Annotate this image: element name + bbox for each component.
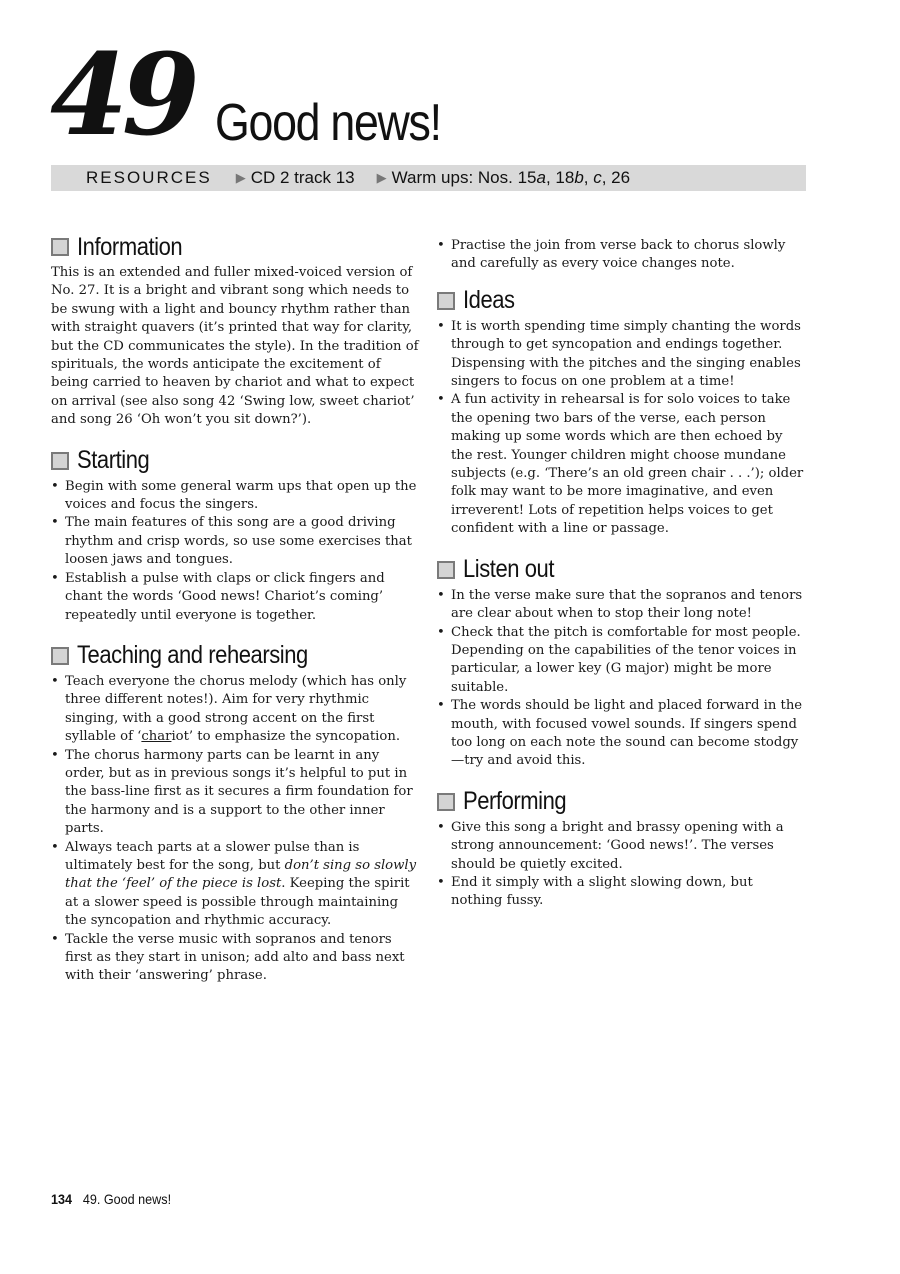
section-title: Teaching and rehearsing	[77, 641, 308, 670]
list-item: • Practise the join from verse back to chorus slowly and carefully as every voice changes note.	[437, 237, 807, 274]
right-column	[437, 232, 807, 927]
checkbox-square-icon	[437, 793, 455, 811]
information-text: This is an extended and fuller mixed-voiced version of No. 27. It is a bright and vibrant song which needs to be swung with a light and bouncy rhythm rather than with straight quavers (it’s printed that way for clarity, but the CD communicates the style). In the tradition of spirituals, the words anticipate the excitement of being carried to heaven by chariot and what to expect on arrival (see also song 42 ‘Swing low, sweet chariot’ and song 26 ‘Oh won’t you sit down?’).	[51, 265, 419, 428]
checkbox-square-icon	[437, 292, 455, 310]
teaching-list	[51, 673, 421, 986]
section-information	[51, 232, 421, 430]
teaching-list-continued	[437, 237, 807, 274]
performing-list	[437, 819, 807, 911]
section-ideas	[437, 286, 807, 539]
section-heading	[437, 555, 807, 585]
left-column	[51, 232, 421, 1002]
section-title: Information	[77, 232, 183, 261]
section-heading	[51, 446, 421, 476]
list-item: • Teach everyone the chorus melody (which has only three different notes!). Aim for very rhythmic singing, with a good strong accent on the first syllable of ‘chariot’ to emphasize the syncopation.	[51, 673, 421, 747]
section-heading	[51, 232, 421, 262]
section-title: Starting	[77, 446, 150, 475]
section-teaching-continued	[437, 237, 807, 274]
warm-ups-label: Warm ups: Nos. 15a, 18b, c, 26	[391, 168, 631, 187]
list-item: • Begin with some general warm ups that open up the voices and focus the singers.	[51, 478, 421, 515]
section-title: Listen out	[463, 555, 555, 584]
song-number: 49	[50, 30, 194, 161]
list-item: • It is worth spending time simply chanting the words through to get syncopation and endings together. Dispensing with the pitches and the singing enables singers to focus on one problem at a time!	[437, 318, 807, 392]
list-item: • Tackle the verse music with sopranos and tenors first as they start in unison; add alto and bass next with their ‘answering’ phrase.	[51, 931, 421, 986]
play-arrow-icon: ▶	[235, 170, 246, 185]
section-title: Performing	[463, 787, 567, 816]
footer-running-title: 49. Good news!	[82, 1191, 172, 1207]
listen-out-list	[437, 587, 807, 771]
list-item: • A fun activity in rehearsal is for solo voices to take the opening two bars of the verse, each person making up some words which are then echoed by the rest. Younger children might choose mundane subjects (e.g. ‘There’s an old green chair . . .’); older folk may want to be more imaginative, and even irreverent! Lots of repetition helps voices to get confident with a line or passage.	[437, 391, 807, 538]
resources-label: RESOURCES	[86, 168, 212, 187]
ideas-list	[437, 318, 807, 539]
section-heading	[437, 787, 807, 817]
page-footer	[51, 1191, 171, 1207]
section-starting	[51, 446, 421, 625]
list-item: • Give this song a bright and brassy opening with a strong announcement: ‘Good news!’. The verses should be quietly excited.	[437, 819, 807, 874]
section-heading	[437, 286, 807, 316]
list-item: • Establish a pulse with claps or click fingers and chant the words ‘Good news! Chariot’s coming’ repeatedly until everyone is together.	[51, 570, 421, 625]
checkbox-square-icon	[51, 238, 69, 256]
list-item: • The words should be light and placed forward in the mouth, with focused vowel sounds. If singers spend too long on each note the sound can become stodgy—try and avoid this.	[437, 697, 807, 771]
checkbox-square-icon	[51, 647, 69, 665]
checkbox-square-icon	[437, 561, 455, 579]
list-item: • The main features of this song are a good driving rhythm and crisp words, so use some exercises that loosen jaws and tongues.	[51, 514, 421, 569]
list-item: • Always teach parts at a slower pulse than is ultimately best for the song, but don’t sing so slowly that the ‘feel’ of the piece is lost. Keeping the spirit at a slower speed is possible through maintaining the syncopation and rhythmic accuracy.	[51, 839, 421, 931]
section-heading	[51, 641, 421, 671]
warm-ups	[377, 168, 630, 188]
resources-bar	[51, 165, 806, 191]
cd-track-label: CD 2 track 13	[250, 168, 355, 187]
list-item: • In the verse make sure that the sopranos and tenors are clear about when to stop their long note!	[437, 587, 807, 624]
list-item: • End it simply with a slight slowing down, but nothing fussy.	[437, 874, 807, 911]
play-arrow-icon: ▶	[376, 170, 387, 185]
section-teaching	[51, 641, 421, 986]
list-item: • The chorus harmony parts can be learnt in any order, but as in previous songs it’s helpful to put in the bass-line first as it secures a firm foundation for the harmony and is a support to the other inner parts.	[51, 747, 421, 839]
page-title: Good news!	[215, 94, 441, 152]
starting-list	[51, 478, 421, 625]
footer-page-number: 134	[51, 1191, 73, 1207]
list-item: • Check that the pitch is comfortable for most people. Depending on the capabilities of the tenor voices in particular, a lower key (G major) might be more suitable.	[437, 624, 807, 698]
section-title: Ideas	[463, 286, 515, 315]
checkbox-square-icon	[51, 452, 69, 470]
section-listen-out	[437, 555, 807, 771]
cd-track	[236, 168, 355, 188]
section-performing	[437, 787, 807, 911]
